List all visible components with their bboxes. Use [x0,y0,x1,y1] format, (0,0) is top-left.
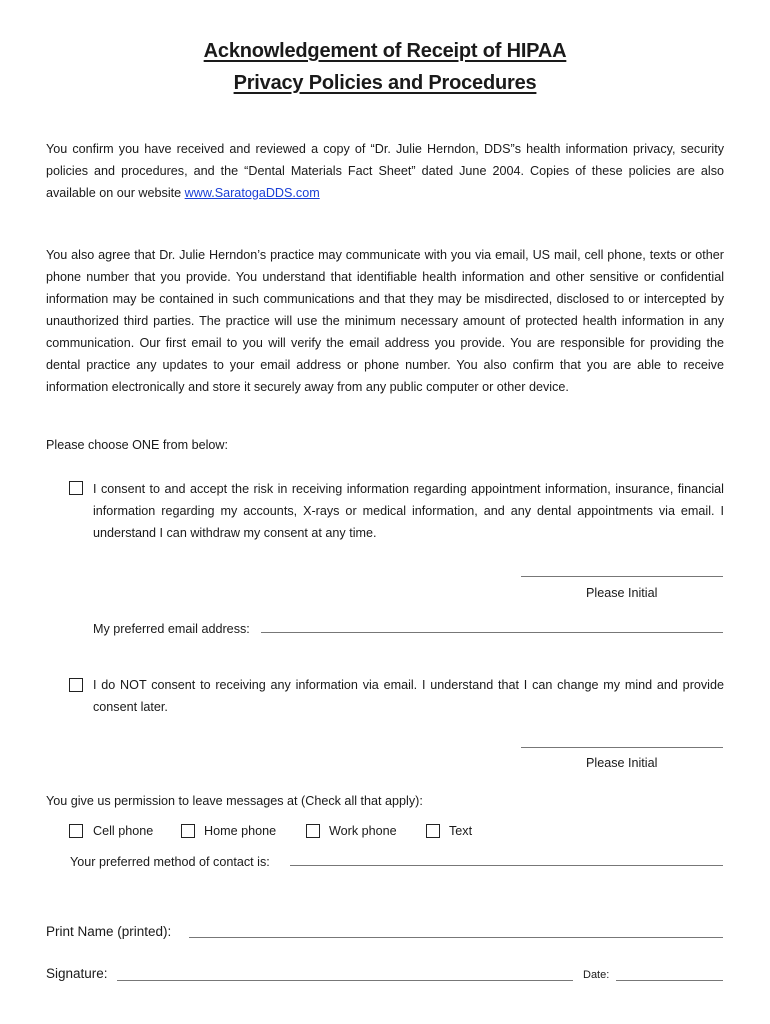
website-link[interactable]: www.SaratogaDDS.com [184,186,320,200]
text-checkbox[interactable] [426,824,440,838]
home-phone-checkbox[interactable] [181,824,195,838]
text-label: Text [449,824,473,838]
intro-text: You confirm you have received and reviewed a copy of “Dr. Julie Herndon, DDS”s health information privacy, security policies and procedures, and the “Dental Materials Fact Sheet” dated June 2004. Copies of these policies are also available on our website [46,142,724,200]
no-consent-checkbox[interactable] [69,678,83,692]
preferred-contact-label: Your preferred method of contact is: [70,855,270,869]
page-subtitle: Privacy Policies and Procedures [233,72,537,94]
date-label: Date: [583,969,610,981]
cell-phone-label: Cell phone [93,824,154,838]
agreement-paragraph: You also agree that Dr. Julie Herndon’s practice may communicate with you via email, US mail, cell phone, texts or other phone number that you provide. You understand that identifiable health information and other sensitive or confidential information may be contained in such communications and that they may be misdirected, disclosed to or intercepted by unauthorized third parties. The practice will use the minimum necessary amount of protected health information in any communication. Our first email to you will verify the email address you provide. You are responsible for providing the dental practice any updates to your email address or phone number. You also confirm that you are able to receive information electronically and store it securely away from any public computer or other device. [46,248,724,394]
work-phone-label: Work phone [329,824,397,838]
consent-initial-label: Please Initial [586,586,658,600]
home-phone-label: Home phone [204,824,277,838]
no-consent-initial-label: Please Initial [586,756,658,770]
page-title: Acknowledgement of Receipt of HIPAA [203,40,567,62]
cell-phone-checkbox[interactable] [69,824,83,838]
consent-initial-line[interactable] [521,576,723,577]
email-label: My preferred email address: [93,622,250,636]
consent-checkbox[interactable] [69,481,83,495]
intro-paragraph [46,138,724,204]
date-field[interactable] [616,980,723,981]
preferred-contact-field[interactable] [290,865,723,866]
work-phone-checkbox[interactable] [306,824,320,838]
consent-text: I consent to and accept the risk in receiving information regarding appointment information, insurance, financial information regarding my accounts, X-rays or medical information, and any dental appointments via email. I understand I can withdraw my consent at any time. [93,482,724,540]
print-name-label: Print Name (printed): [46,924,172,939]
print-name-field[interactable] [189,937,723,938]
no-consent-initial-line[interactable] [521,747,723,748]
messages-prompt: You give us permission to leave messages at (Check all that apply): [46,794,423,808]
choose-prompt: Please choose ONE from below: [46,438,228,452]
signature-label: Signature: [46,966,108,981]
email-field[interactable] [261,632,723,633]
no-consent-text: I do NOT consent to receiving any information via email. I understand that I can change my mind and provide consent later. [93,678,724,714]
signature-field[interactable] [117,980,573,981]
